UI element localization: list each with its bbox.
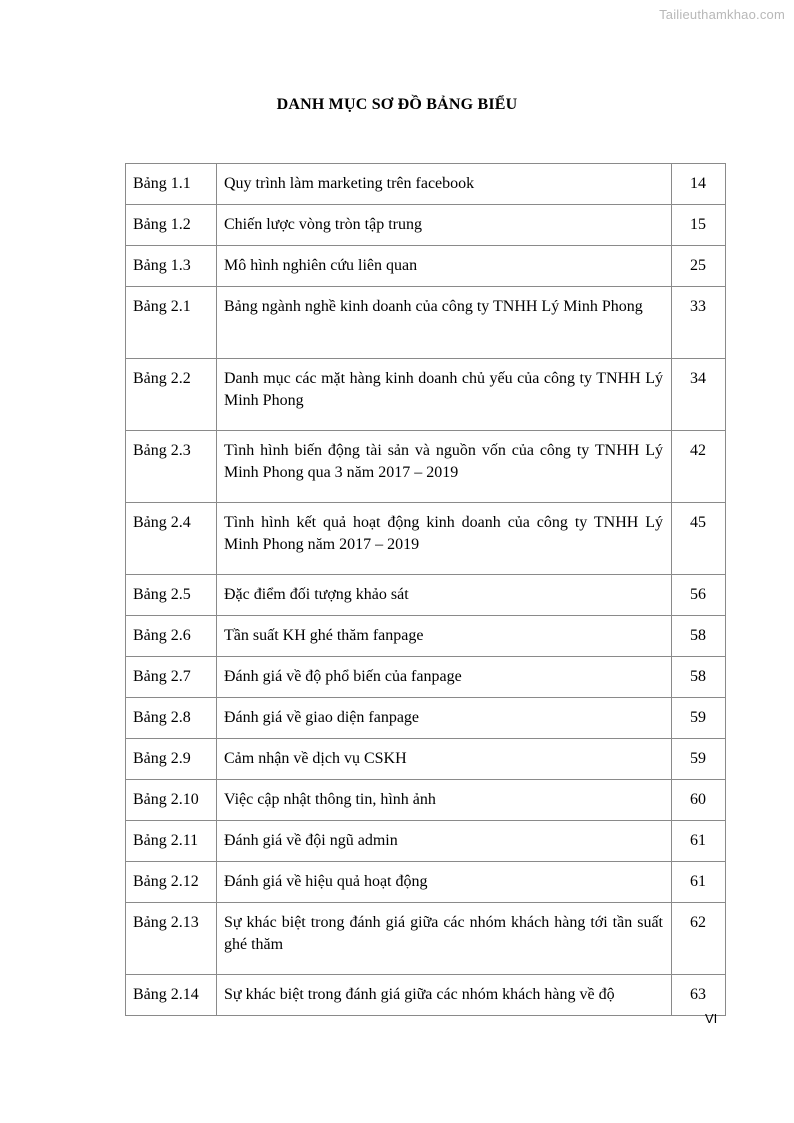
table-description: Quy trình làm marketing trên facebook [217, 164, 672, 205]
table-row [126, 164, 726, 205]
table-page-number: 14 [672, 164, 726, 205]
table-row [126, 739, 726, 780]
table-code: Bảng 2.4 [126, 503, 217, 575]
table-code: Bảng 2.10 [126, 780, 217, 821]
table-description: Chiến lược vòng tròn tập trung [217, 205, 672, 246]
page-title: DANH MỤC SƠ ĐỒ BẢNG BIỂU [276, 96, 518, 113]
table-row [126, 246, 726, 287]
table-page-number: 61 [672, 862, 726, 903]
table-page-number: 61 [672, 821, 726, 862]
table-description: Đánh giá về hiệu quả hoạt động [217, 862, 672, 903]
table-code: Bảng 2.12 [126, 862, 217, 903]
table-row [126, 359, 726, 431]
table-row [126, 616, 726, 657]
watermark: Tailieuthamkhao.com [659, 7, 785, 22]
table-page-number: 59 [672, 698, 726, 739]
table-code: Bảng 2.9 [126, 739, 217, 780]
table-code: Bảng 2.8 [126, 698, 217, 739]
table-page-number: 42 [672, 431, 726, 503]
table-row [126, 903, 726, 975]
table-code: Bảng 2.3 [126, 431, 217, 503]
table-description: Đánh giá về đội ngũ admin [217, 821, 672, 862]
table-description: Danh mục các mặt hàng kinh doanh chủ yếu của công ty TNHH Lý Minh Phong [217, 359, 672, 431]
table-code: Bảng 2.13 [126, 903, 217, 975]
table-of-tables [125, 163, 726, 1016]
table-page-number: 45 [672, 503, 726, 575]
table-code: Bảng 2.6 [126, 616, 217, 657]
table-code: Bảng 2.11 [126, 821, 217, 862]
table-page-number: 34 [672, 359, 726, 431]
table-row [126, 657, 726, 698]
table-page-number: 62 [672, 903, 726, 975]
table-code: Bảng 2.7 [126, 657, 217, 698]
table-page-number: 33 [672, 287, 726, 359]
table-description: Sự khác biệt trong đánh giá giữa các nhóm khách hàng tới tần suất ghé thăm [217, 903, 672, 975]
table-code: Bảng 1.1 [126, 164, 217, 205]
table-row [126, 821, 726, 862]
table-description: Việc cập nhật thông tin, hình ảnh [217, 780, 672, 821]
table-description: Mô hình nghiên cứu liên quan [217, 246, 672, 287]
table-page-number: 58 [672, 657, 726, 698]
table-page-number: 60 [672, 780, 726, 821]
table-code: Bảng 2.2 [126, 359, 217, 431]
table-page-number: 58 [672, 616, 726, 657]
table-page-number: 25 [672, 246, 726, 287]
table-code: Bảng 1.2 [126, 205, 217, 246]
table-code: Bảng 2.14 [126, 975, 217, 1016]
table-description: Tình hình biến động tài sản và nguồn vốn của công ty TNHH Lý Minh Phong qua 3 năm 2017 – 2019 [217, 431, 672, 503]
table-page-number: 56 [672, 575, 726, 616]
table-description: Đặc điểm đối tượng khảo sát [217, 575, 672, 616]
table-code: Bảng 2.5 [126, 575, 217, 616]
table-page-number: 15 [672, 205, 726, 246]
table-page-number: 59 [672, 739, 726, 780]
table-row [126, 575, 726, 616]
table-description: Cảm nhận về dịch vụ CSKH [217, 739, 672, 780]
table-row [126, 205, 726, 246]
table-row [126, 503, 726, 575]
table-code: Bảng 1.3 [126, 246, 217, 287]
table-row [126, 862, 726, 903]
table-description: Tần suất KH ghé thăm fanpage [217, 616, 672, 657]
table-row [126, 287, 726, 359]
table-row [126, 975, 726, 1016]
table-description: Sự khác biệt trong đánh giá giữa các nhóm khách hàng về độ [217, 975, 672, 1016]
table-page-number: 63 [672, 975, 726, 1016]
table-description: Đánh giá về độ phổ biến của fanpage [217, 657, 672, 698]
table-description: Tình hình kết quả hoạt động kinh doanh của công ty TNHH Lý Minh Phong năm 2017 – 2019 [217, 503, 672, 575]
table-row [126, 698, 726, 739]
table-description: Bảng ngành nghề kinh doanh của công ty TNHH Lý Minh Phong [217, 287, 672, 359]
page-number: VI [705, 1011, 718, 1026]
table-description: Đánh giá về giao diện fanpage [217, 698, 672, 739]
table-code: Bảng 2.1 [126, 287, 217, 359]
table-row [126, 780, 726, 821]
table-row [126, 431, 726, 503]
